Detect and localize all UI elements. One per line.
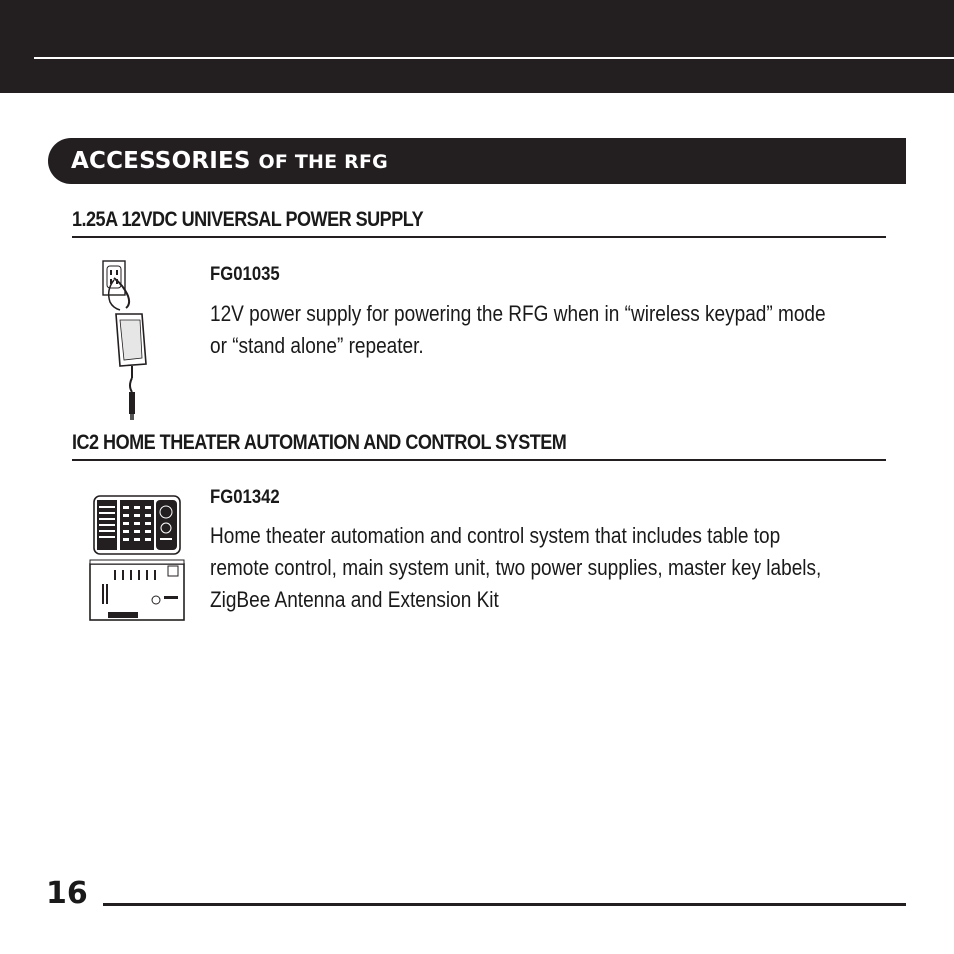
header-rule (34, 57, 954, 59)
ic2-system-illustration (86, 492, 188, 624)
power-supply-illustration (96, 258, 156, 422)
item-code-fg01342: FG01342 (210, 487, 280, 508)
item-heading-ic2-system: IC2 HOME THEATER AUTOMATION AND CONTROL SYSTEM (72, 431, 886, 461)
header-band (0, 0, 954, 93)
section-title: ACCESSORIES OF THE RFG (71, 148, 388, 174)
section-title-bar (48, 138, 906, 184)
item-description-power-supply: 12V power supply for powering the RFG when in “wireless keypad” mode or “stand alone” repeater. (210, 301, 826, 358)
item-description-ic2-system: Home theater automation and control system that includes table top remote control, main system unit, two power supplies, master key labels, ZigBee Antenna and Extension Kit (210, 523, 822, 612)
item-code-fg01035: FG01035 (210, 264, 280, 285)
item-heading-power-supply: 1.25A 12VDC UNIVERSAL POWER SUPPLY (72, 208, 886, 238)
page-number: 16 (46, 876, 88, 911)
footer-rule (103, 903, 906, 906)
